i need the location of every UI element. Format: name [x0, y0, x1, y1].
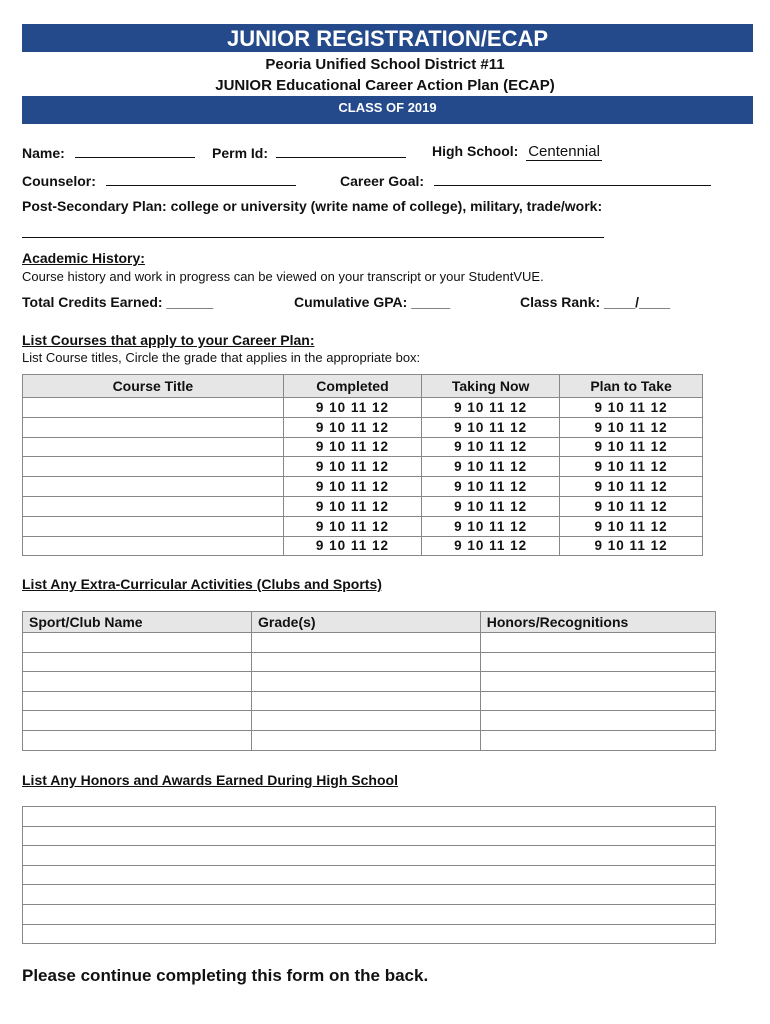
completed-grade-options[interactable]: 9 10 11 12 [283, 496, 421, 516]
plan-to-take-grade-options[interactable]: 9 10 11 12 [560, 477, 703, 497]
taking-now-grade-options[interactable]: 9 10 11 12 [422, 496, 560, 516]
post-secondary-input-line[interactable] [22, 237, 604, 238]
course-row [23, 536, 703, 556]
course-title-cell[interactable] [23, 477, 284, 497]
academic-history-heading: Academic History: [22, 250, 145, 266]
courses-header-row [23, 375, 703, 398]
honors-cell[interactable] [480, 711, 715, 731]
perm-id-input-line[interactable] [276, 143, 406, 158]
post-secondary-label: Post-Secondary Plan: college or university (write name of college), military, trade/work: [22, 198, 603, 214]
perm-id-row [212, 143, 406, 161]
activities-heading: List Any Extra-Curricular Activities (Clubs and Sports) [22, 576, 382, 592]
course-row [23, 417, 703, 437]
plan-to-take-grade-options[interactable]: 9 10 11 12 [560, 417, 703, 437]
activity-row [23, 633, 716, 653]
taking-now-grade-options[interactable]: 9 10 11 12 [422, 457, 560, 477]
course-title-cell[interactable] [23, 536, 284, 556]
counselor-label: Counselor: [22, 173, 96, 189]
completed-grade-options[interactable]: 9 10 11 12 [283, 516, 421, 536]
grades-cell[interactable] [252, 691, 481, 711]
class-rank-field[interactable]: Class Rank: ____/____ [520, 294, 671, 310]
sport-club-name-cell[interactable] [23, 652, 252, 672]
name-label: Name: [22, 145, 65, 161]
sport-club-name-cell[interactable] [23, 691, 252, 711]
honors-cell[interactable] [480, 633, 715, 653]
award-row [23, 924, 716, 944]
grades-cell[interactable] [252, 730, 481, 750]
award-row [23, 807, 716, 827]
completed-grade-options[interactable]: 9 10 11 12 [283, 437, 421, 457]
name-input-line[interactable] [75, 143, 195, 158]
award-cell[interactable] [23, 885, 716, 905]
course-title-cell[interactable] [23, 417, 284, 437]
sport-club-name-cell[interactable] [23, 672, 252, 692]
plan-to-take-grade-options[interactable]: 9 10 11 12 [560, 536, 703, 556]
course-title-cell[interactable] [23, 437, 284, 457]
counselor-input-line[interactable] [106, 171, 296, 186]
honors-cell[interactable] [480, 730, 715, 750]
taking-now-grade-options[interactable]: 9 10 11 12 [422, 516, 560, 536]
course-title-cell[interactable] [23, 457, 284, 477]
activity-row [23, 652, 716, 672]
high-school-value[interactable]: Centennial [528, 143, 600, 160]
course-row [23, 398, 703, 418]
col-honors-recognitions: Honors/Recognitions [480, 612, 715, 633]
honors-cell[interactable] [480, 672, 715, 692]
activities-header-row [23, 612, 716, 633]
completed-grade-options[interactable]: 9 10 11 12 [283, 417, 421, 437]
award-cell[interactable] [23, 846, 716, 866]
activities-table [22, 611, 716, 751]
awards-heading: List Any Honors and Awards Earned During High School [22, 772, 398, 788]
award-row [23, 865, 716, 885]
courses-description: List Course titles, Circle the grade that applies in the appropriate box: [22, 350, 421, 365]
course-title-cell[interactable] [23, 398, 284, 418]
course-row [23, 516, 703, 536]
activity-row [23, 691, 716, 711]
perm-id-label: Perm Id: [212, 145, 269, 161]
plan-to-take-grade-options[interactable]: 9 10 11 12 [560, 496, 703, 516]
grades-cell[interactable] [252, 672, 481, 692]
form-title: JUNIOR REGISTRATION/ECAP [226, 26, 549, 51]
high-school-label: High School: [432, 143, 519, 159]
name-field-row [22, 143, 195, 161]
grades-cell[interactable] [252, 652, 481, 672]
award-cell[interactable] [23, 807, 716, 827]
course-row [23, 477, 703, 497]
counselor-row [22, 171, 296, 189]
taking-now-grade-options[interactable]: 9 10 11 12 [422, 417, 560, 437]
course-title-cell[interactable] [23, 516, 284, 536]
col-grades: Grade(s) [252, 612, 481, 633]
high-school-row [432, 143, 602, 160]
col-completed: Completed [283, 375, 421, 398]
award-cell[interactable] [23, 904, 716, 924]
continue-on-back-note: Please continue completing this form on the back. [22, 966, 429, 985]
course-row [23, 437, 703, 457]
awards-table [22, 806, 716, 944]
award-row [23, 885, 716, 905]
plan-to-take-grade-options[interactable]: 9 10 11 12 [560, 516, 703, 536]
career-goal-row [340, 171, 711, 189]
plan-to-take-grade-options[interactable]: 9 10 11 12 [560, 437, 703, 457]
award-row [23, 846, 716, 866]
taking-now-grade-options[interactable]: 9 10 11 12 [422, 536, 560, 556]
cumulative-gpa-field[interactable]: Cumulative GPA: _____ [294, 294, 451, 310]
award-cell[interactable] [23, 826, 716, 846]
activity-row [23, 672, 716, 692]
form-title-banner [22, 24, 753, 52]
award-row [23, 904, 716, 924]
taking-now-grade-options[interactable]: 9 10 11 12 [422, 398, 560, 418]
honors-cell[interactable] [480, 652, 715, 672]
taking-now-grade-options[interactable]: 9 10 11 12 [422, 437, 560, 457]
course-title-cell[interactable] [23, 496, 284, 516]
activity-row [23, 711, 716, 731]
sport-club-name-cell[interactable] [23, 711, 252, 731]
plan-title: JUNIOR Educational Career Action Plan (ECAP) [215, 77, 555, 94]
award-cell[interactable] [23, 865, 716, 885]
course-row [23, 496, 703, 516]
completed-grade-options[interactable]: 9 10 11 12 [283, 536, 421, 556]
sport-club-name-cell[interactable] [23, 730, 252, 750]
completed-grade-options[interactable]: 9 10 11 12 [283, 477, 421, 497]
plan-to-take-grade-options[interactable]: 9 10 11 12 [560, 457, 703, 477]
career-goal-input-line[interactable] [434, 171, 711, 186]
activity-row [23, 730, 716, 750]
class-of-label: CLASS OF 2019 [338, 100, 437, 115]
courses-heading: List Courses that apply to your Career Plan: [22, 332, 315, 348]
career-goal-label: Career Goal: [340, 173, 425, 189]
courses-table [22, 374, 703, 556]
district-name: Peoria Unified School District #11 [265, 56, 505, 73]
sport-club-name-cell[interactable] [23, 633, 252, 653]
grades-cell[interactable] [252, 633, 481, 653]
award-row [23, 826, 716, 846]
completed-grade-options[interactable]: 9 10 11 12 [283, 398, 421, 418]
academic-history-description: Course history and work in progress can be viewed on your transcript or your StudentVUE. [22, 269, 544, 284]
award-cell[interactable] [23, 924, 716, 944]
plan-to-take-grade-options[interactable]: 9 10 11 12 [560, 398, 703, 418]
col-taking-now: Taking Now [422, 375, 560, 398]
completed-grade-options[interactable]: 9 10 11 12 [283, 457, 421, 477]
col-course-title: Course Title [23, 375, 284, 398]
total-credits-field[interactable]: Total Credits Earned: ______ [22, 294, 214, 310]
col-sport-club-name: Sport/Club Name [23, 612, 252, 633]
class-of-banner [22, 96, 753, 124]
honors-cell[interactable] [480, 691, 715, 711]
col-plan-to-take: Plan to Take [560, 375, 703, 398]
taking-now-grade-options[interactable]: 9 10 11 12 [422, 477, 560, 497]
grades-cell[interactable] [252, 711, 481, 731]
course-row [23, 457, 703, 477]
